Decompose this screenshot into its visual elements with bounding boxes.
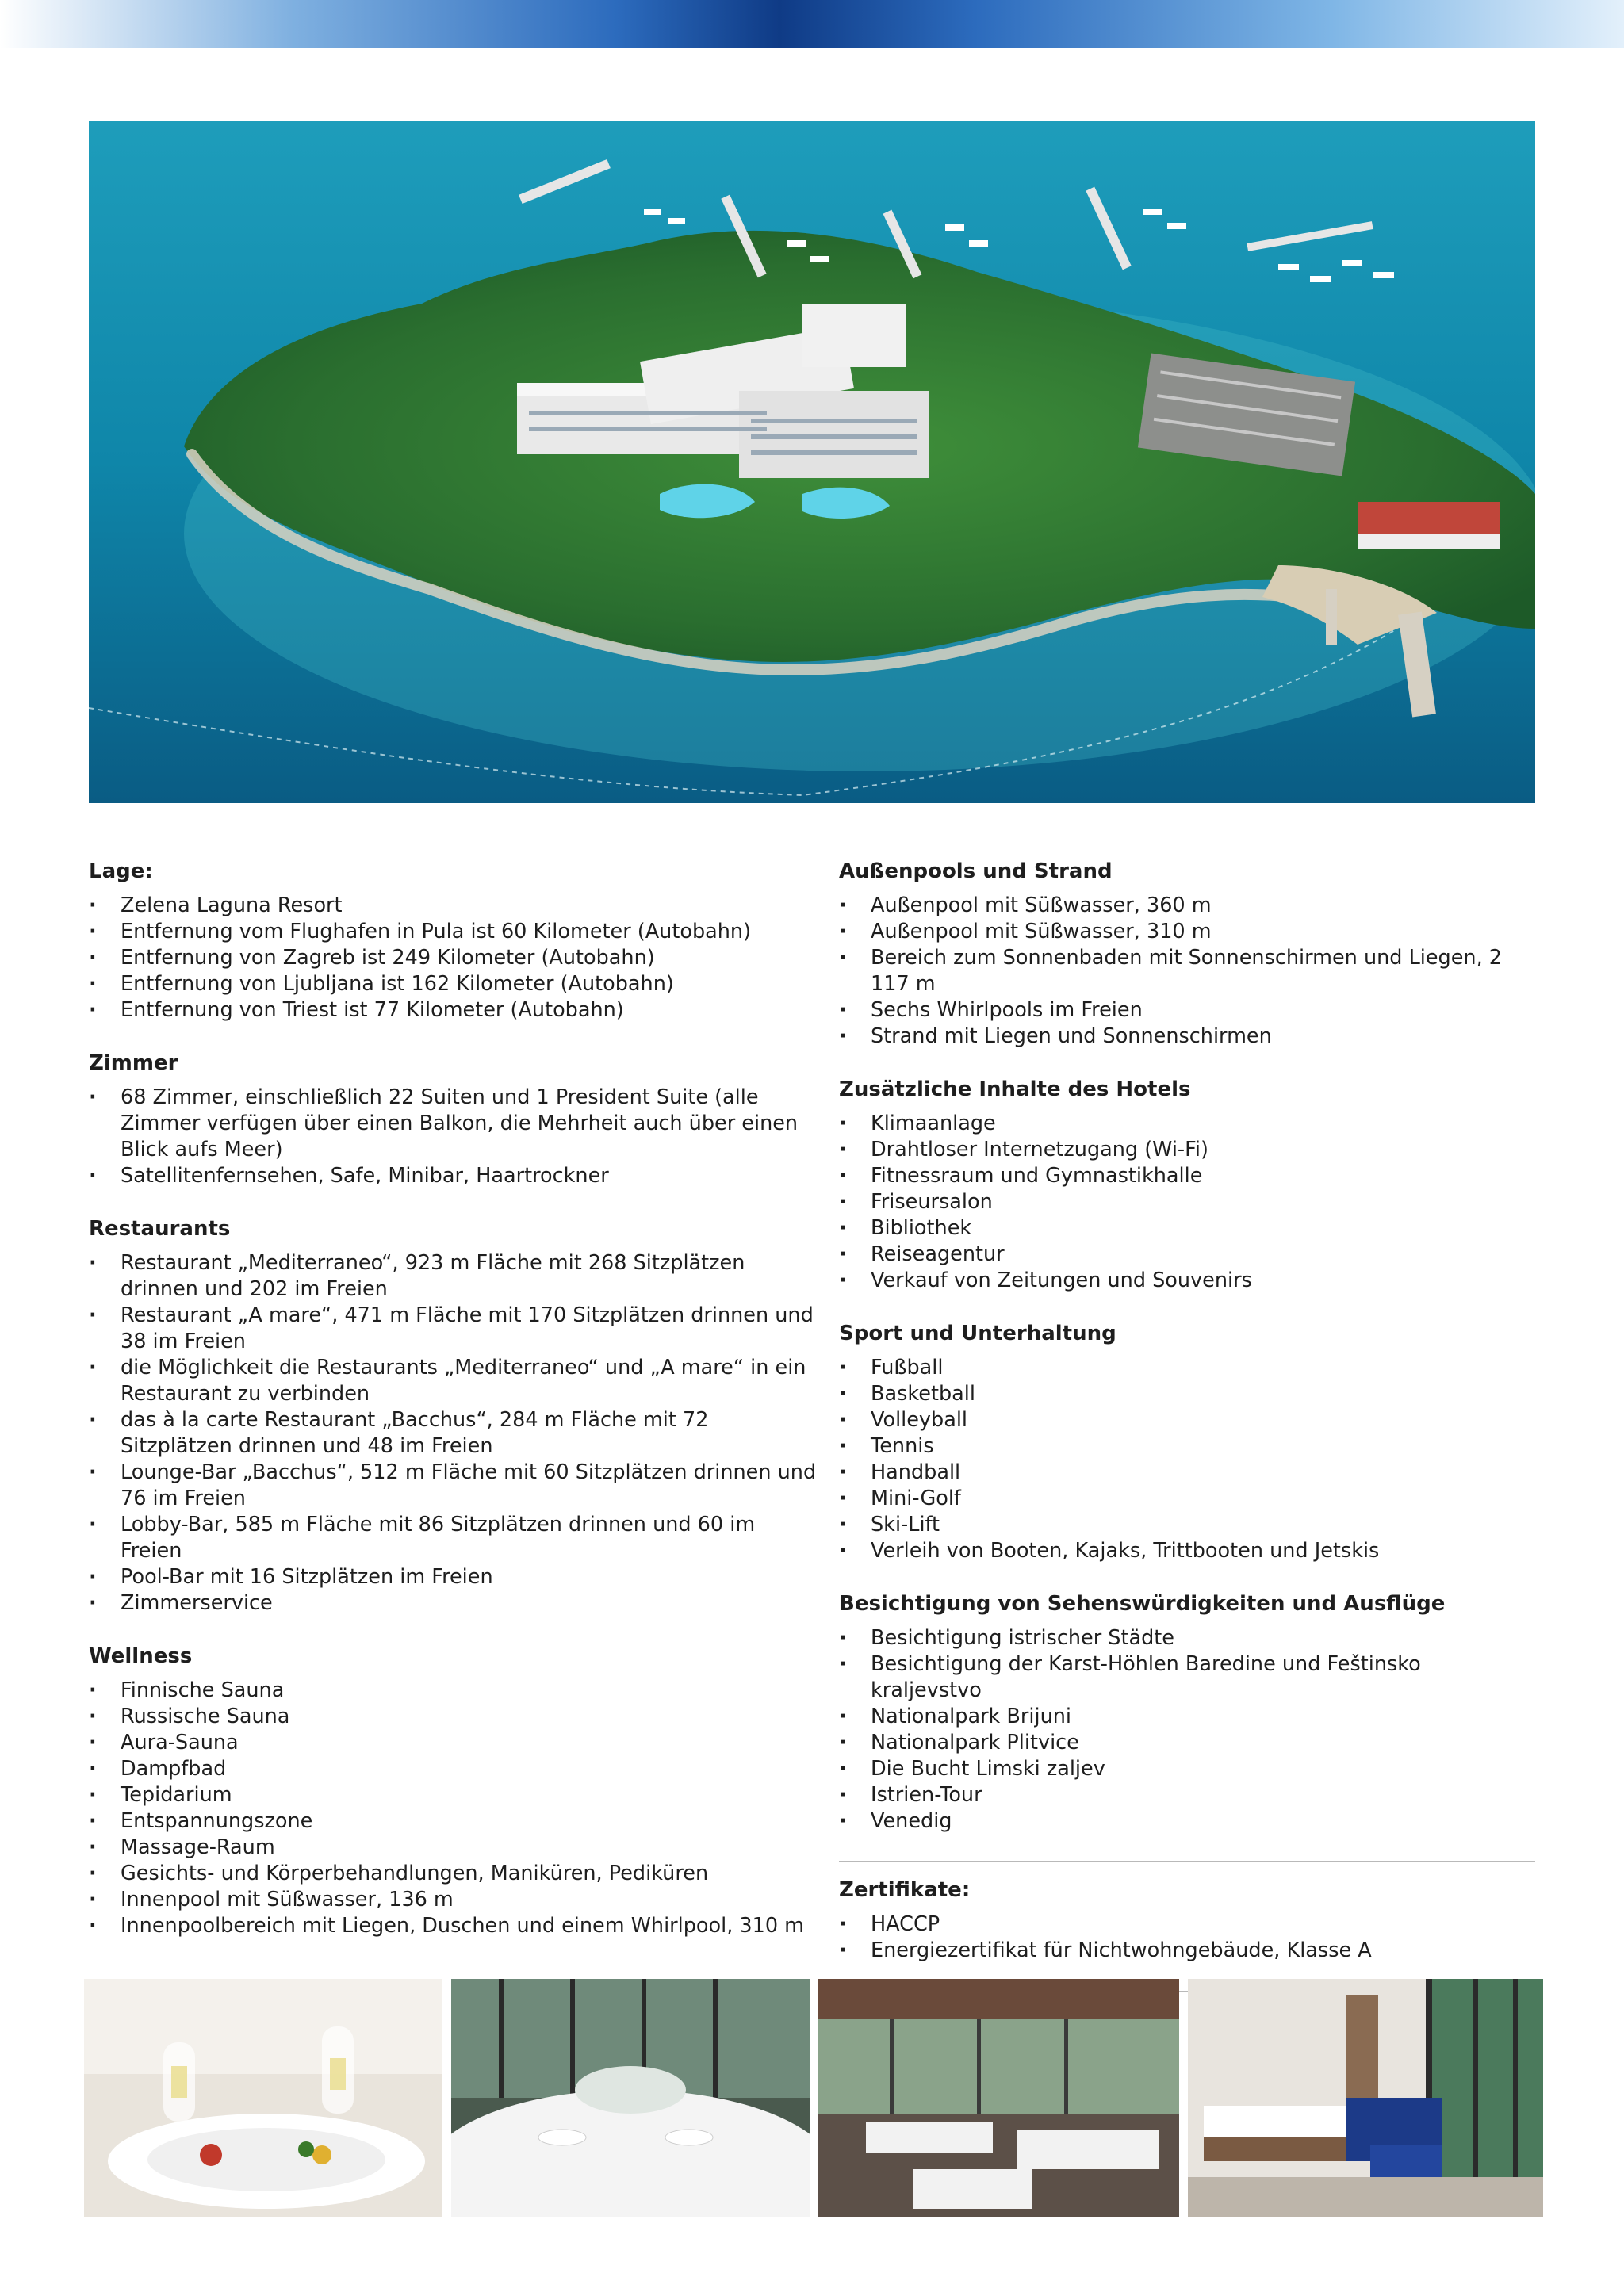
list-item: · Pool-Bar mit 16 Sitzplätzen im Freien bbox=[89, 1564, 818, 1590]
list-item: · Sechs Whirlpools im Freien bbox=[839, 997, 1535, 1024]
lage-list bbox=[89, 893, 818, 1024]
divider-top bbox=[839, 1861, 1535, 1862]
list-item: · Entfernung von Zagreb ist 249 Kilometer (Autobahn) bbox=[89, 945, 818, 971]
list-item: · Fußball bbox=[839, 1355, 1535, 1381]
section-zimmer bbox=[89, 1050, 818, 1189]
list-item: · die Möglichkeit die Restaurants „Mediterraneo“ und „A mare“ in ein Restaurant zu verbinden bbox=[89, 1355, 818, 1407]
list-item: · HACCP bbox=[839, 1911, 1535, 1938]
list-item: · Die Bucht Limski zaljev bbox=[839, 1756, 1535, 1782]
list-item: · Drahtloser Internetzugang (Wi-Fi) bbox=[839, 1137, 1535, 1163]
list-item: · Reiseagentur bbox=[839, 1242, 1535, 1268]
banquet-table-illustration bbox=[451, 1979, 810, 2217]
wellness-list bbox=[89, 1678, 818, 1939]
zertifikate-list bbox=[839, 1911, 1535, 1964]
list-item: · Klimaanlage bbox=[839, 1111, 1535, 1137]
hotel-room-illustration bbox=[1188, 1979, 1543, 2217]
list-item: · Entspannungszone bbox=[89, 1808, 818, 1835]
list-item: · Mini-Golf bbox=[839, 1486, 1535, 1512]
list-item: · Tepidarium bbox=[89, 1782, 818, 1808]
photo-hotel-room bbox=[1188, 1979, 1543, 2217]
list-item: · Basketball bbox=[839, 1381, 1535, 1407]
list-item: · Innenpoolbereich mit Liegen, Duschen und einem Whirlpool, 310 m bbox=[89, 1913, 818, 1939]
hero-aerial-photo bbox=[89, 121, 1535, 803]
sport-list bbox=[839, 1355, 1535, 1564]
restaurant-hall-illustration bbox=[818, 1979, 1179, 2217]
inhalte-list bbox=[839, 1111, 1535, 1294]
list-item: · Russische Sauna bbox=[89, 1704, 818, 1730]
list-item: · Strand mit Liegen und Sonnenschirmen bbox=[839, 1024, 1535, 1050]
besichtigung-list bbox=[839, 1625, 1535, 1835]
list-item: · Istrien-Tour bbox=[839, 1782, 1535, 1808]
list-item: · Gesichts- und Körperbehandlungen, Maniküren, Pediküren bbox=[89, 1861, 818, 1887]
list-item: · Energiezertifikat für Nichtwohngebäude, Klasse A bbox=[839, 1938, 1535, 1964]
section-lage bbox=[89, 858, 818, 1024]
section-title: Restaurants bbox=[89, 1217, 231, 1241]
section-zertifikate bbox=[839, 1877, 1535, 1991]
list-item: · Nationalpark Plitvice bbox=[839, 1730, 1535, 1756]
photo-banquet-table bbox=[451, 1979, 810, 2217]
list-item: · Entfernung vom Flughafen in Pula ist 60 Kilometer (Autobahn) bbox=[89, 919, 818, 945]
section-title: Außenpools und Strand bbox=[839, 859, 1113, 883]
list-item: · Verleih von Booten, Kajaks, Trittbooten und Jetskis bbox=[839, 1538, 1535, 1564]
list-item: · Tennis bbox=[839, 1433, 1535, 1460]
list-item: · Besichtigung istrischer Städte bbox=[839, 1625, 1535, 1651]
list-item: · Handball bbox=[839, 1460, 1535, 1486]
list-item: · Nationalpark Brijuni bbox=[839, 1704, 1535, 1730]
list-item: · Venedig bbox=[839, 1808, 1535, 1835]
list-item: · Bibliothek bbox=[839, 1215, 1535, 1242]
section-aussenpools bbox=[839, 858, 1535, 1050]
list-item: · Zimmerservice bbox=[89, 1590, 818, 1617]
section-title: Lage: bbox=[89, 859, 153, 883]
dining-plate-illustration bbox=[84, 1979, 442, 2217]
list-item: · Volleyball bbox=[839, 1407, 1535, 1433]
list-item: · Entfernung von Ljubljana ist 162 Kilometer (Autobahn) bbox=[89, 971, 818, 997]
list-item: · Aura-Sauna bbox=[89, 1730, 818, 1756]
section-restaurants bbox=[89, 1215, 818, 1617]
left-column bbox=[89, 858, 818, 1965]
list-item: · Außenpool mit Süßwasser, 310 m bbox=[839, 919, 1535, 945]
list-item: · Verkauf von Zeitungen und Souvenirs bbox=[839, 1268, 1535, 1294]
section-title: Zimmer bbox=[89, 1051, 178, 1075]
photo-dining-plate bbox=[84, 1979, 442, 2217]
list-item: · Massage-Raum bbox=[89, 1835, 818, 1861]
section-title: Besichtigung von Sehenswürdigkeiten und Ausflüge bbox=[839, 1592, 1446, 1616]
list-item: · Besichtigung der Karst-Höhlen Baredine und Feštinsko kraljevstvo bbox=[839, 1651, 1535, 1704]
list-item: · Entfernung von Triest ist 77 Kilometer (Autobahn) bbox=[89, 997, 818, 1024]
section-zusaetzliche-inhalte bbox=[839, 1076, 1535, 1294]
section-title: Wellness bbox=[89, 1644, 193, 1668]
zimmer-list bbox=[89, 1085, 818, 1189]
list-item: · Zelena Laguna Resort bbox=[89, 893, 818, 919]
header-gradient-bar bbox=[0, 0, 1624, 48]
list-item: · 68 Zimmer, einschließlich 22 Suiten und 1 President Suite (alle Zimmer verfügen über einen Balkon, die Mehrheit auch über einen Blick aufs Meer) bbox=[89, 1085, 818, 1163]
list-item: · das à la carte Restaurant „Bacchus“, 284 m Fläche mit 72 Sitzplätzen drinnen und 48 im Freien bbox=[89, 1407, 818, 1460]
list-item: · Bereich zum Sonnenbaden mit Sonnenschirmen und Liegen, 2 117 m bbox=[839, 945, 1535, 997]
list-item: · Lounge-Bar „Bacchus“, 512 m Fläche mit 60 Sitzplätzen drinnen und 76 im Freien bbox=[89, 1460, 818, 1512]
list-item: · Lobby-Bar, 585 m Fläche mit 86 Sitzplätzen drinnen und 60 im Freien bbox=[89, 1512, 818, 1564]
right-column bbox=[839, 858, 1535, 2007]
list-item: · Dampfbad bbox=[89, 1756, 818, 1782]
list-item: · Fitnessraum und Gymnastikhalle bbox=[839, 1163, 1535, 1189]
photo-restaurant-hall bbox=[818, 1979, 1179, 2217]
list-item: · Friseursalon bbox=[839, 1189, 1535, 1215]
list-item: · Restaurant „A mare“, 471 m Fläche mit 170 Sitzplätzen drinnen und 38 im Freien bbox=[89, 1303, 818, 1355]
section-sport bbox=[839, 1320, 1535, 1564]
section-besichtigung bbox=[839, 1590, 1535, 1835]
section-wellness bbox=[89, 1643, 818, 1939]
section-title: Zertifikate: bbox=[839, 1878, 971, 1902]
restaurants-list bbox=[89, 1250, 818, 1617]
photo-strip bbox=[84, 1979, 1543, 2217]
aerial-resort-illustration bbox=[89, 121, 1535, 803]
list-item: · Finnische Sauna bbox=[89, 1678, 818, 1704]
section-title: Sport und Unterhaltung bbox=[839, 1322, 1116, 1345]
list-item: · Außenpool mit Süßwasser, 360 m bbox=[839, 893, 1535, 919]
list-item: · Ski-Lift bbox=[839, 1512, 1535, 1538]
section-title: Zusätzliche Inhalte des Hotels bbox=[839, 1077, 1191, 1101]
list-item: · Satellitenfernsehen, Safe, Minibar, Haartrockner bbox=[89, 1163, 818, 1189]
list-item: · Innenpool mit Süßwasser, 136 m bbox=[89, 1887, 818, 1913]
aussenpools-list bbox=[839, 893, 1535, 1050]
list-item: · Restaurant „Mediterraneo“, 923 m Fläche mit 268 Sitzplätzen drinnen und 202 im Freien bbox=[89, 1250, 818, 1303]
